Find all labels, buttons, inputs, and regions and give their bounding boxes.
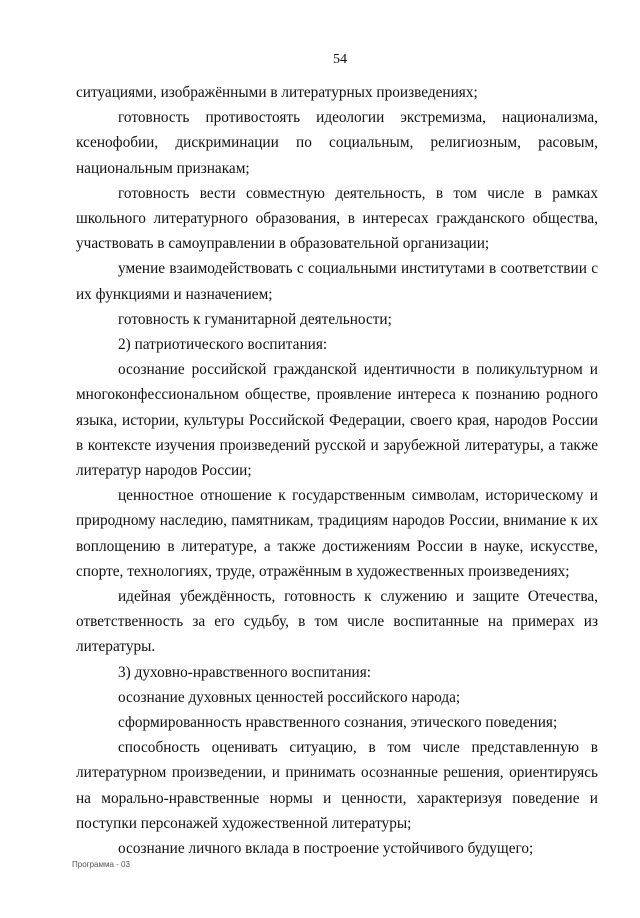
paragraph: ценностное отношение к государственным символам, историческому и природному наследию, памятникам, традициям народов России, внимание к их воплощению в литературе, а также достижениям России в науке, искусстве, спорте, технологиях, труде, отражённым в художественных произведениях;: [76, 487, 598, 580]
paragraph: способность оценивать ситуацию, в том числе представленную в литературном произведении, и принимать осознанные решения, ориентируясь на морально-нравственные нормы и ценности, характеризуя поведение и поступки персонажей художественной литературы;: [76, 739, 598, 832]
section-heading: 3) духовно-нравственного воспитания:: [118, 663, 372, 681]
paragraph: осознание российской гражданской идентичности в поликультурном и многоконфессиональном обществе, проявление интереса к познанию родного языка, истории, культуры Российской Федерации, своего края, народов России в контексте изучения произведений русской и зарубежной литературы, а также литератур народов России;: [76, 361, 598, 480]
paragraph: готовность к гуманитарной деятельности;: [118, 310, 392, 328]
paragraph: осознание личного вклада в построение устойчивого будущего;: [118, 840, 534, 858]
body-text: [76, 80, 598, 861]
paragraph: готовность вести совместную деятельность, в том числе в рамках школьного литературного образования, в интересах гражданского общества, участвовать в самоуправлении в образовательной организации;: [76, 184, 598, 253]
section-heading: 2) патриотического воспитания:: [118, 336, 328, 354]
page-number: 54: [333, 52, 347, 67]
paragraph: идейная убеждённость, готовность к служению и защите Отечества, ответственность за его судьбу, в том числе воспитанные на примерах из литературы.: [76, 588, 598, 656]
paragraph: сформированность нравственного сознания, этического поведения;: [118, 714, 558, 732]
paragraph: умение взаимодействовать с социальными институтами в соответствии с их функциями и назначением;: [76, 260, 598, 303]
paragraph: ситуациями, изображёнными в литературных произведениях;: [76, 84, 478, 101]
footer-stamp: Программа - 03: [72, 860, 130, 869]
paragraph: готовность противостоять идеологии экстремизма, национализма, ксенофобии, дискриминации по социальным, религиозным, расовым, национальным признакам;: [76, 109, 598, 177]
paragraph: осознание духовных ценностей российского народа;: [118, 688, 461, 706]
